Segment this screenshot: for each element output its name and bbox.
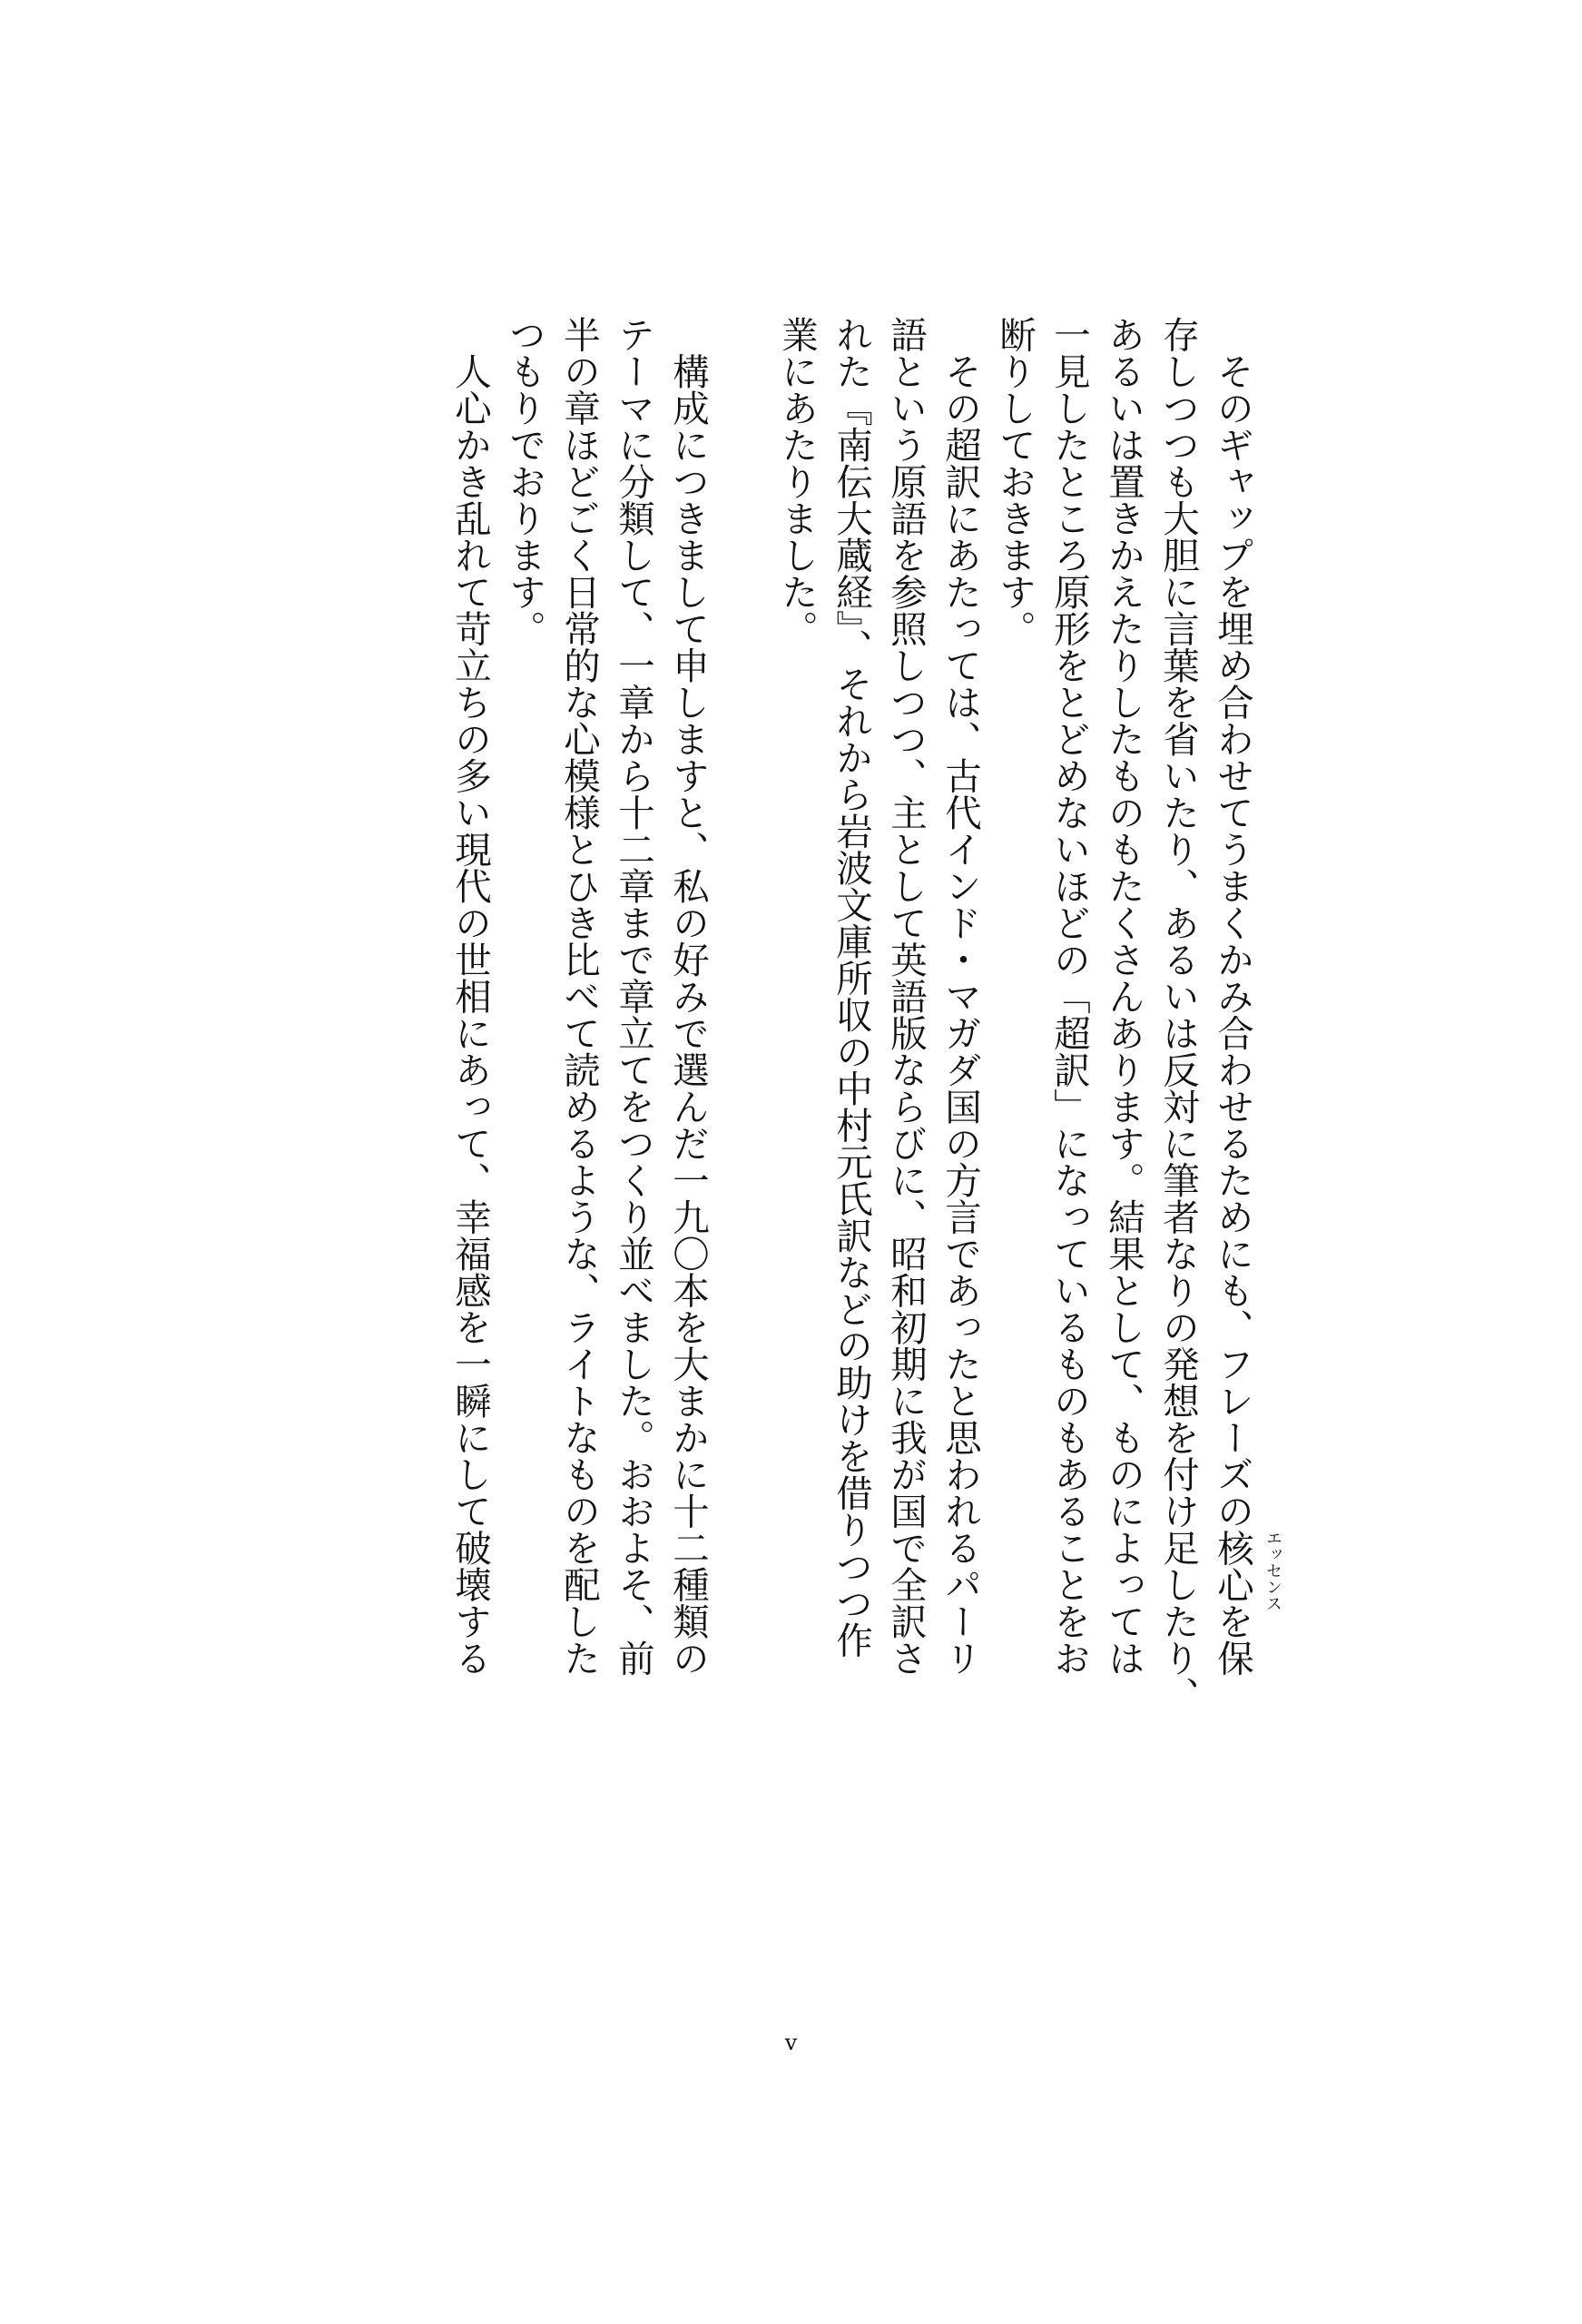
- ruby-base: 核心: [1211, 1529, 1254, 1603]
- ruby-reading: エッセンス: [1263, 1529, 1282, 1611]
- text-line: テーマに分類して、一章から十二章まで章立てをつくり並べました。おおよそ、前: [612, 316, 655, 1677]
- text-segment: そのギャップを埋め合わせてうまくかみ合わせるためにも、フレーズの: [1211, 316, 1254, 1530]
- text-line: つもりでおります。: [503, 316, 546, 647]
- text-line: 業にあたりました。: [775, 316, 819, 647]
- text-segment: を保: [1211, 1602, 1254, 1677]
- text-line: 半の章ほどごく日常的な心模様とひき比べて読めるような、ライトなものを配した: [557, 316, 601, 1677]
- page-number: v: [784, 2030, 798, 2055]
- text-line: 断りしておきます。: [993, 316, 1037, 647]
- ruby-word: [1205, 1529, 1282, 1611]
- text-line: あるいは置きかえたりしたものもたくさんあります。結果として、ものによっては: [1102, 316, 1145, 1677]
- text-line: その超訳にあたっては、古代インド・マガダ国の方言であったと思われるパーリ: [938, 316, 982, 1677]
- text-line: れた『南伝大蔵経』、それから岩波文庫所収の中村元氏訳などの助けを借りつつ作: [830, 316, 873, 1659]
- text-line: 構成につきまして申しますと、私の好みで選んだ一九〇本を大まかに十二種類の: [666, 316, 710, 1677]
- text-line: 人心かき乱れて苛立ちの多い現代の世相にあって、幸福感を一瞬にして破壊する: [448, 316, 492, 1677]
- text-line: 存しつつも大胆に言葉を省いたり、あるいは反対に筆者なりの発想を付け足したり、: [1156, 316, 1200, 1713]
- paragraph-gap: [715, 316, 770, 1787]
- vertical-text-block: [443, 316, 1282, 1787]
- text-line: 語という原語を参照しつつ、主として英語版ならびに、昭和初期に我が国で全訳さ: [884, 316, 928, 1677]
- text-line: 一見したところ原形をとどめないほどの「超訳」になっているものもあることをお: [1047, 316, 1091, 1677]
- text-line: [1205, 316, 1282, 1787]
